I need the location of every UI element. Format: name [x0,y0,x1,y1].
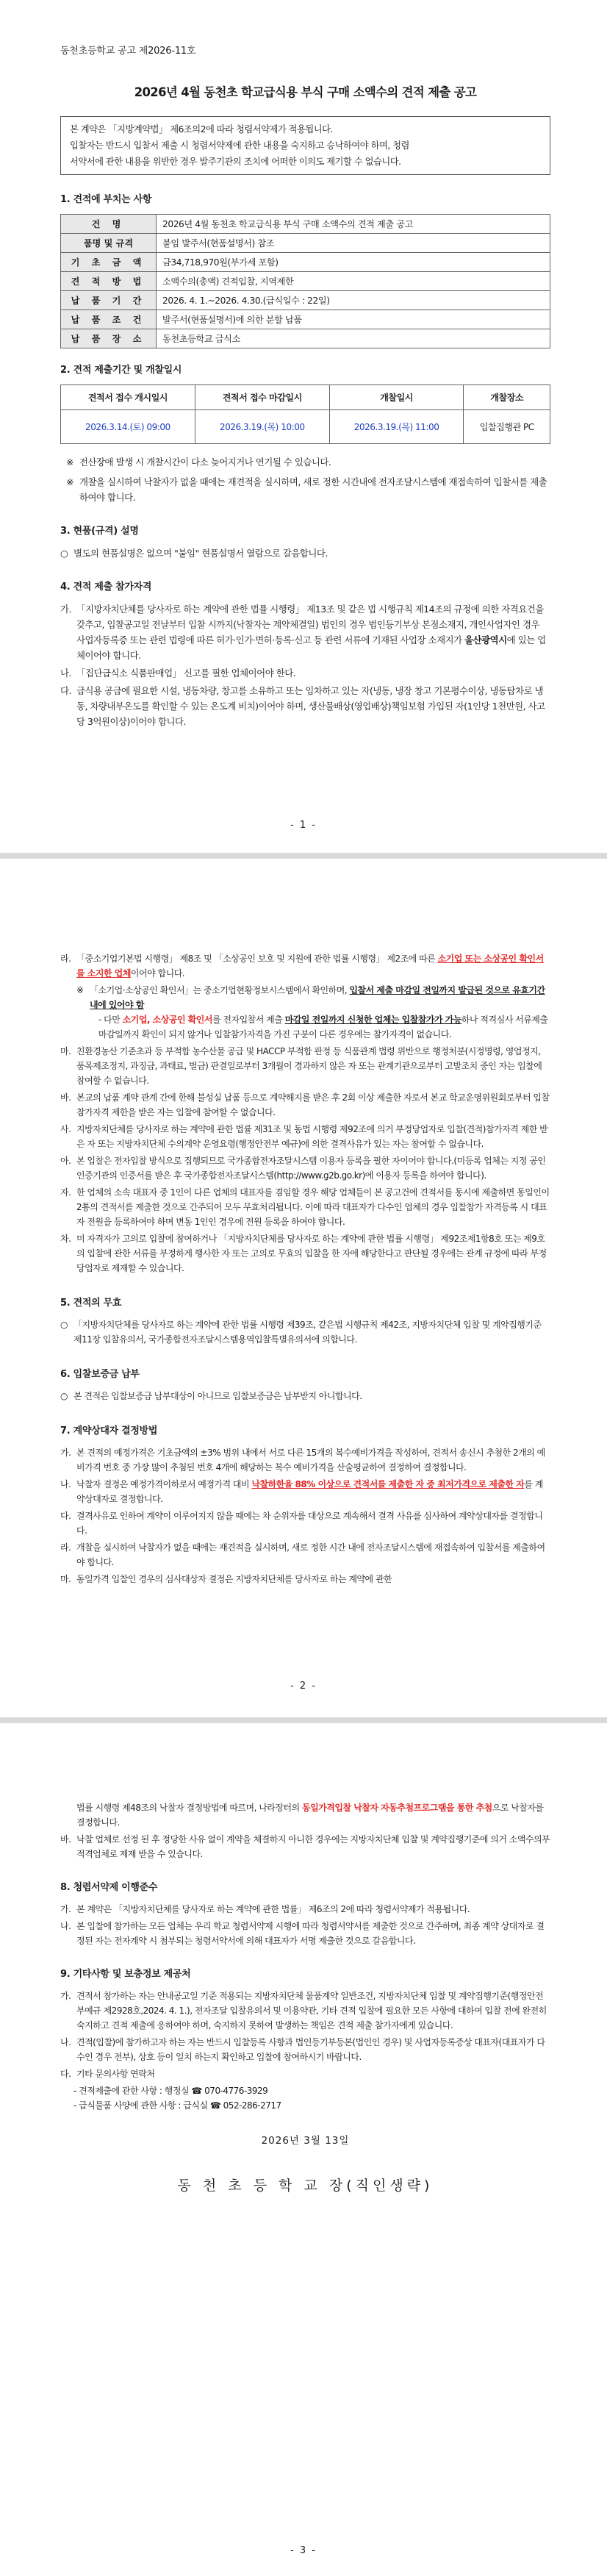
page-number: - 3 - [290,2545,317,2556]
row-label: 품명 및 규격 [61,234,157,253]
red-highlight: 소기업 또는 소상공인 확인서를 소지한 업체 [76,954,544,978]
opening-place: 입찰집행관 PC [464,410,550,444]
page-number: - 2 - [290,1681,317,1692]
list-item: 마. 친환경농산 기준초과 등 부적합 농수산물 공급 및 HACCP 부적합 판정 등 식품관계 법령 위반으로 행정처분(시정명령, 영업정지, 품목제조정지, 과징금, 과태료, 벌금) 판결일로부터 3개월이 경과하지 않은 자 또는 관계기관으로부터 고발조치 중인 자는 입찰에 참여할 수 없습니다. [60,1046,542,1086]
phone-number: 052-286-2717 [223,2100,281,2111]
list-item: 차. 미 자격자가 고의로 입찰에 참여하거나 「지방자치단체를 당사자로 하는 계약에 관한 법률 시행령」 제92조제1항8호 또는 제9호의 입찰에 관한 서류를 부정하게 행사한 자 또는 고의로 무효의 입찰을 한 자에 해당한다고 판단될 경우에는 관계 규정에 따라 부정당업자로 제재할 수 있습니다. [60,1234,547,1273]
page-number: - 1 - [290,820,317,831]
list-item: 다. 급식용 공급에 필요한 시설, 냉동차량, 창고를 소유하고 또는 임차하고 있는 자(냉동, 냉장 창고 기본평수이상, 냉동탑차로 냉동, 차량내부온도를 확인할 수 있는 온도계 비치)이어야 하며, 생산물배상(영업배상)책임보험 가입된 자(1인당 1천만원, 사고당 3억원이상)이어야 합니다. [60,685,545,727]
list-item: 가. 본 계약은 「지방자치단체를 당사자로 하는 계약에 관한 법률」 제6조의 2에 따라 청렴서약제가 적용됩니다. [60,1904,470,1914]
section-6-heading: 6. 입찰보증금 납부 [60,1369,140,1380]
page-2 [0,859,607,1717]
phone-number: 070-4776-3929 [204,2086,268,2096]
table-row [61,329,550,348]
list-item: 나. 본 입찰에 참가하는 모든 업체는 우리 학교 청렴서약제 시행에 따라 청렴서약서를 제출한 것으로 간주하며, 최종 계약 상대자로 결정된 자는 전자계약 시 첨부되는 청렴서약서에 의해 대표자가 서명 제출한 것으로 갈음합니다. [60,1921,545,1946]
list-item: 가. 「지방자치단체를 당사자로 하는 계약에 관한 법률 시행령」 제13조 및 같은 법 시행규칙 제14조의 규정에 의한 자격요건을 갖추고, 입찰공고일 전날부터 입찰 시까지(낙찰자는 계약체결일) 법인의 경우 법인등기부상 본점소재지, 개인사업자인 경우 사업자등록증 또는 관련 법령에 따른 허가·인가·면허·등록·신고 등 관련 서류에 기재된 사업장 소재지가 울산광역시에 있는 업체이어야 합니다. [60,604,546,661]
list-item: 나. 「집단급식소 식품판매업」 신고를 필한 업체이어야 한다. [60,668,296,679]
list-item: 아. 본 입찰은 전자입찰 방식으로 집행되므로 국가종합전자조달시스템 이용자 등록을 필한 자이어야 합니다.(미등록 업체는 지정 공인인증기관의 인증서를 받은 후 국가종합전자조달시스템(http://www.g2b.go.kr)에 이용자 등록을 하여야 합니다). [60,1156,546,1181]
row-value: 금34,718,970원(부가세 포함) [157,253,550,272]
note-item: ※ 전산장애 발생 시 개찰시간이 다소 늦어지거나 연기될 수 있습니다. [60,454,550,470]
table-header-row [61,385,550,410]
row-value: 2026년 4월 동천초 학교급식용 부식 구매 소액수의 견적 제출 공고 [157,215,550,234]
table-row [61,272,550,291]
list-item: 나. 낙찰자 결정은 예정가격이하로서 예정가격 대비 낙찰하한율 88% 이상으로 견적서를 제출한 자 중 최저가격으로 제출한 자를 계약상대자로 결정합니다. [60,1479,543,1504]
row-value: 2026. 4. 1.~2026. 4.30.(급식일수 : 22일) [157,291,550,310]
phone-icon: ☎ [191,2086,202,2096]
opening-datetime: 2026.3.19.(목) 11:00 [329,410,464,444]
contact-row: - 견적제출에 관한 사항 : 행정실 ☎ 070-4776-3929 [73,2083,550,2098]
schedule-table [60,384,550,444]
section-2-heading: 2. 견적 제출기간 및 개찰일시 [60,365,182,376]
section-5-heading: 5. 견적의 무효 [60,1298,122,1309]
table-row [61,253,550,272]
row-label: 건 명 [61,215,157,234]
section-1-heading: 1. 견적에 부치는 사항 [60,194,152,205]
row-value: 소액수의(총액) 견적입찰, 지역제한 [157,272,550,291]
table-row [61,291,550,310]
section-7-heading: 7. 계약상대자 결정방법 [60,1425,158,1437]
close-datetime: 2026.3.19.(목) 10:00 [195,410,329,444]
bullet-mark: ○ [60,548,68,559]
list-item: 가. 본 견적의 예정가격은 기초금액의 ±3% 범위 내에서 서로 다른 15개의 복수예비가격을 작성하여, 견적서 송신시 추첨한 2개의 예비가격 번호 중 가장 많이 추첨된 번호 4개에 해당하는 복수 예비가격을 산술평균하여 결정하여 결정합니다. [60,1448,545,1473]
col-header: 견적서 접수 개시일시 [61,385,195,410]
col-header: 개찰장소 [464,385,550,410]
list-item: 마. 동일가격 입찰인 경우의 심사대상자 결정은 지방자치단체를 당사자로 하는 계약에 관한 [60,1574,392,1584]
sub-note: ※ 「소기업·소상공인 확인서」는 중소기업현황정보시스템에서 확인하며, 입찰서 제출 마감일 전일까지 발급된 것으로 유효기간 내에 있어야 함 [76,985,545,1010]
notice-line: 서약서에 관한 내용을 위반한 경우 발주기관의 조치에 어떠한 이의도 제기할 수 없습니다. [70,157,401,167]
section-9-heading: 9. 기타사항 및 보충정보 제공처 [60,1969,191,1980]
list-item: 가. 견적서 참가하는 자는 안내공고일 기준 적용되는 지방자치단체 물품계약 일반조건, 지방자치단체 입찰 및 계약집행기준(행정안전부예규 제2928호,2024. 4. 1.), 전자조달 입찰유의서 및 이용약관, 기타 견적 입찰에 필요한 모든 사항에 대하여 입찰 전에 완전히 숙지하고 견적 제출에 응하여야 하며, 숙지하지 못하여 발생하는 책임은 견적 제출 참가자에게 있습니다. [60,1991,547,2031]
note-mark: ※ [66,476,73,487]
page-1 [0,0,607,853]
list-item: 라. 개찰을 실시하여 낙찰자가 없을 때에는 재견적을 실시하며, 새로 정한 시간 내에 전자조달시스템에 재접속하여 입찰서를 제출하여야 합니다. [60,1542,545,1567]
announce-number: 동천초등학교 공고 제2026-11호 [60,46,196,57]
notice-line: 본 계약은 「지방계약법」 제6조의2에 따라 청렴서약제가 적용됩니다. [70,124,333,135]
quote-info-table [60,214,550,348]
bullet-item: ○ 「지방자치단체를 당사자로 하는 계약에 관한 법률 시행령 제39조, 같은법 시행규칙 제42조, 지방자치단체 입찰 및 계약집행기준 제11장 입찰유의서, 국가종합전자조달시스템용역입찰특별유의서에 의합니다. [60,1320,542,1345]
contact-list [60,2083,550,2113]
col-header: 개찰일시 [329,385,464,410]
list-item: 다. 결격사유로 인하여 계약이 이루어지지 않을 때에는 차 순위자를 대상으로 계속해서 결격 사유를 심사하여 계약상대자를 결정합니다. [60,1511,543,1536]
list-item: 다. 기타 문의사항 연락처 [60,2069,155,2079]
row-label: 납 품 장 소 [61,329,157,348]
row-value: 동천초등학교 급식소 [157,329,550,348]
table-row [61,215,550,234]
bullet-item: ○ 본 견적은 입찰보증금 납부대상이 아니므로 입찰보증금은 납부받지 아니합니다. [60,1391,362,1401]
phone-icon: ☎ [209,2100,221,2111]
note-mark: ※ [66,457,73,468]
col-header: 견적서 접수 마감일시 [195,385,329,410]
red-highlight: 동일가격입찰 낙찰자 자동추첨프로그램을 통한 추첨 [302,1803,492,1813]
bullet-item: ○ 별도의 현품설명은 없으며 "붙임" 현품설명서 열람으로 갈음합니다. [60,545,550,561]
continued-text: 법률 시행령 제48조의 낙찰자 결정방법에 따르며, 나라장터의 동일가격입찰 낙찰자 자동추첨프로그램을 통한 추첨으로 낙찰자를 결정합니다. [76,1803,544,1828]
section-4-heading: 4. 견적 제출 참가자격 [60,582,152,593]
region-highlight: 울산광역시 [464,634,507,645]
note-item: ※ 개찰을 실시하여 낙찰자가 없을 때에는 재견적을 실시하며, 새로 정한 시간내에 전자조달시스템에 재접속하여 입찰서를 제출하여야 합니다. [60,474,550,505]
contact-row: - 급식물품 사양에 관한 사항 : 급식실 ☎ 052-286-2717 [73,2098,550,2113]
row-label: 납 품 조 건 [61,310,157,329]
list-item: 나. 견적(입찰)에 참가하고자 하는 자는 반드시 입찰등록 사항과 법인등기부등본(법인인 경우) 및 사업자등록증상 대표자(대표자가 다수인 경우 전부), 상호 등이 일치 하는지 확인하고 입찰에 참여하시기 바랍니다. [60,2037,545,2062]
notice-line: 입찰자는 반드시 입찰서 제출 시 청렴서약제에 관한 내용을 숙지하고 승낙하여야 하며, 청렴 [70,140,409,151]
row-value: 발주서(현품설명서)에 의한 분할 납품 [157,310,550,329]
list-item: 바. 낙찰 업체로 선정 된 후 정당한 사유 없이 계약을 체결하지 아니한 경우에는 지방자치단체 입찰 및 계약집행기준에 의거 소액수의부적격업체로 제재 받을 수 있습니다. [60,1834,550,1859]
section-8-heading: 8. 청렴서약제 이행준수 [60,1882,158,1893]
signer: 동 천 초 등 학 교 장(직인생략) [177,2178,434,2194]
page-title: 2026년 4월 동천초 학교급식용 부식 구매 소액수의 견적 제출 공고 [134,85,477,99]
list-item: 자. 한 업체의 소속 대표자 중 1인이 다른 업체의 대표자를 겸임할 경우 해당 업체들이 본 공고건에 견적서를 동시에 제출하면 동일인이 2통의 견적서를 제출한 것으로 간주되어 모두 무효처리됩니다. 이에 따라 대표자가 다수인 업체의 경우 입찰참가 자격등록 시 대표자 전원을 등록하여야 하며 변동 1인인 경우에 전원 등록을 하여야 합니다. [60,1187,550,1227]
sub-note: - 다만 소기업, 소상공인 확인서를 전자입찰서 제출 마감일 전일까지 신청한 업체는 입찰참가가 가능하나 적격심사 서류제출 마감일까지 확인이 되지 않거나 입찰참가자격을 가진 구분이 다른 경우에는 참가자격이 없습니다. [98,1015,548,1040]
row-value: 붙임 발주서(현품설명서) 참조 [157,234,550,253]
announce-date: 2026년 3월 13일 [261,2135,350,2147]
open-datetime: 2026.3.14.(토) 09:00 [61,410,195,444]
table-row [61,310,550,329]
list-item: 바. 본교의 납품 계약 관계 간에 한해 불성실 납품 등으로 계약해지를 받은 후 2회 이상 제출한 자로서 본교 학교운영위원회로부터 입찰 참가자격 제한을 받은 자는 입찰에 참여할 수 없습니다. [60,1092,550,1117]
table-row [61,410,550,444]
row-label: 견 적 방 법 [61,272,157,291]
list-item: 라. 「중소기업기본법 시행령」 제8조 및 「소상공인 보호 및 지원에 관한 법률 시행령」 제2조에 따른 소기업 또는 소상공인 확인서를 소지한 업체이어야 합니다. [60,954,544,978]
section-3-heading: 3. 현품(규격) 설명 [60,526,139,537]
row-label: 기 초 금 액 [61,253,157,272]
integrity-notice-box [60,116,550,175]
list-item: 사. 지방자치단체를 당사자로 하는 계약에 관한 법률 제31조 및 동법 시행령 제92조에 의거 부정당업자로 입찰(견적)참가자격 제한 받은 자 또는 지방자치단체 수의계약 운영요령(행정안전부 예규)에 의한 결격사유가 있는 자는 참여할 수 없습니다. [60,1124,548,1149]
table-row [61,234,550,253]
red-highlight: 낙찰하한율 88% 이상으로 견적서를 제출한 자 중 최저가격으로 제출한 자 [251,1479,525,1489]
row-label: 납 품 기 간 [61,291,157,310]
page-3 [0,1723,607,2576]
